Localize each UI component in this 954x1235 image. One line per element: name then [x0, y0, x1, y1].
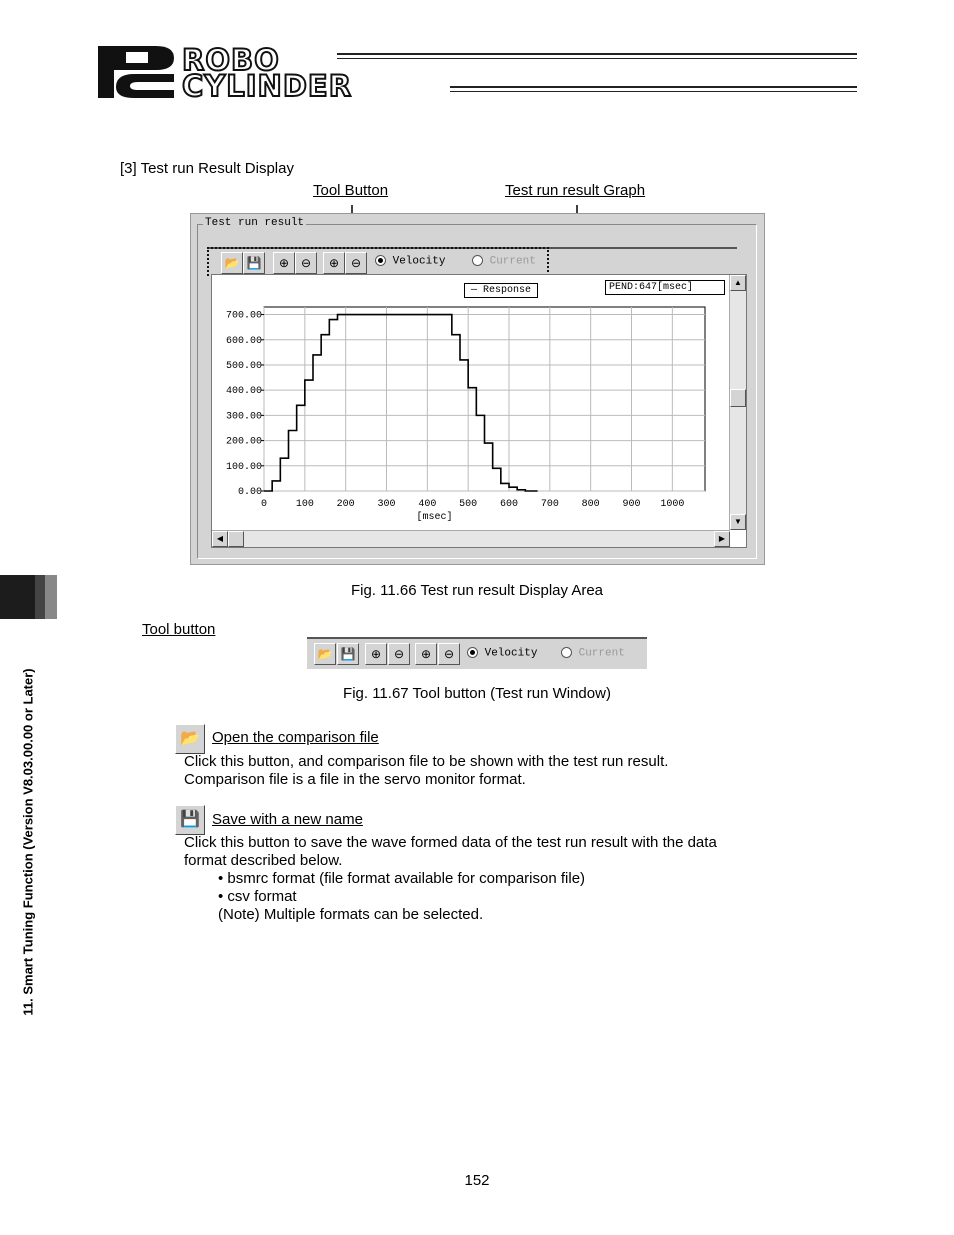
x-tick-label: 500	[459, 499, 478, 510]
save-bullet-2: • csv format	[218, 888, 297, 905]
chart-legend: — Response	[464, 283, 538, 298]
open-folder-icon: 📂	[175, 724, 205, 754]
x-axis-label: [msec]	[416, 512, 453, 523]
radio-current-label: Current	[489, 255, 536, 268]
open-comparison-line2: Comparison file is a file in the servo monitor format.	[184, 771, 526, 788]
velocity-chart	[212, 275, 730, 530]
section-title: [3] Test run Result Display	[120, 160, 294, 177]
scroll-right-icon[interactable]: ▶	[714, 531, 730, 547]
zoom-in-icon[interactable]: ⊕	[323, 252, 345, 274]
save-note: (Note) Multiple formats can be selected.	[218, 906, 484, 923]
x-tick-label: 100	[295, 499, 314, 510]
page-number: 152	[464, 1172, 490, 1189]
scroll-down-icon[interactable]: ▼	[730, 514, 746, 530]
save-line2: format described below.	[184, 852, 343, 869]
x-tick-label: 400	[418, 499, 437, 510]
zoom-in-x-icon[interactable]: ⊕	[365, 643, 387, 665]
group-title: Test run result	[205, 217, 305, 229]
y-tick-label: 0.00	[237, 487, 262, 498]
horizontal-scrollbar[interactable]	[212, 530, 730, 547]
x-tick-label: 300	[377, 499, 396, 510]
save-title: Save with a new name	[212, 811, 363, 828]
zoom-out-icon[interactable]: ⊖	[438, 643, 460, 665]
tool-button-heading: Tool button	[142, 621, 216, 638]
callout-graph: Test run result Graph	[505, 182, 646, 199]
open-comparison-line1: Click this button, and comparison file to be shown with the test run result.	[184, 753, 669, 770]
figure-caption-1: Fig. 11.66 Test run result Display Area	[350, 582, 604, 599]
y-tick-label: 300.00	[225, 411, 262, 423]
open-comparison-title: Open the comparison file	[212, 729, 379, 746]
y-tick-label: 500.00	[225, 360, 262, 372]
save-bullet-1: • bsmrc format (file format available for comparison file)	[218, 870, 586, 887]
x-tick-label: 1000	[660, 499, 685, 510]
y-tick-label: 700.00	[225, 310, 262, 322]
zoom-in-icon[interactable]: ⊕	[415, 643, 437, 665]
callout-tool-button: Tool Button	[313, 182, 389, 199]
radio-velocity-label: Velocity	[484, 647, 538, 660]
scroll-hthumb[interactable]	[228, 531, 244, 547]
x-tick-label: 0	[260, 499, 268, 510]
pend-readout: PEND:647[msec]	[605, 280, 725, 295]
save-disk-icon[interactable]: 💾	[243, 252, 265, 274]
radio-current-label: Current	[578, 647, 625, 660]
zoom-out-icon[interactable]: ⊖	[345, 252, 367, 274]
radio-velocity-label: Velocity	[392, 255, 446, 268]
save-disk-icon: 💾	[175, 805, 205, 835]
vertical-scrollbar[interactable]	[729, 275, 746, 530]
save-line1: Click this button to save the wave formed data of the test run result with the data	[184, 834, 717, 851]
tool-button-highlight	[207, 247, 549, 276]
save-disk-icon[interactable]: 💾	[337, 643, 359, 665]
scroll-left-icon[interactable]: ◀	[212, 531, 228, 547]
tool-button-figure	[307, 637, 647, 669]
chapter-side-label: 11. Smart Tuning Function (Version V8.03.00.00 or Later)	[20, 668, 36, 1016]
y-tick-label: 100.00	[225, 461, 262, 473]
test-run-result-window	[190, 213, 765, 565]
scroll-up-icon[interactable]: ▲	[730, 275, 746, 291]
zoom-out-x-icon[interactable]: ⊖	[388, 643, 410, 665]
logo-line-cylinder: CYLINDER	[182, 69, 353, 103]
x-tick-label: 900	[622, 499, 641, 510]
radio-velocity[interactable]	[467, 647, 537, 659]
scroll-thumb[interactable]	[730, 389, 746, 407]
plot-frame	[264, 307, 705, 491]
y-tick-label: 200.00	[225, 436, 262, 448]
zoom-out-x-icon[interactable]: ⊖	[295, 252, 317, 274]
radio-velocity-dot	[467, 647, 478, 658]
y-tick-label: 400.00	[225, 386, 262, 398]
y-tick-label: 600.00	[225, 335, 262, 347]
open-folder-icon[interactable]: 📂	[314, 643, 336, 665]
graph-area	[211, 274, 747, 548]
x-tick-label: 800	[581, 499, 600, 510]
radio-current[interactable]	[561, 647, 625, 659]
logo-line-robo: ROBO	[182, 43, 280, 77]
figure-caption-2: Fig. 11.67 Tool button (Test run Window)	[343, 685, 611, 702]
open-folder-icon[interactable]: 📂	[221, 252, 243, 274]
x-tick-label: 700	[540, 499, 559, 510]
radio-current-dot	[561, 647, 572, 658]
zoom-in-x-icon[interactable]: ⊕	[273, 252, 295, 274]
x-tick-label: 600	[499, 499, 519, 510]
x-tick-label: 200	[336, 499, 355, 510]
